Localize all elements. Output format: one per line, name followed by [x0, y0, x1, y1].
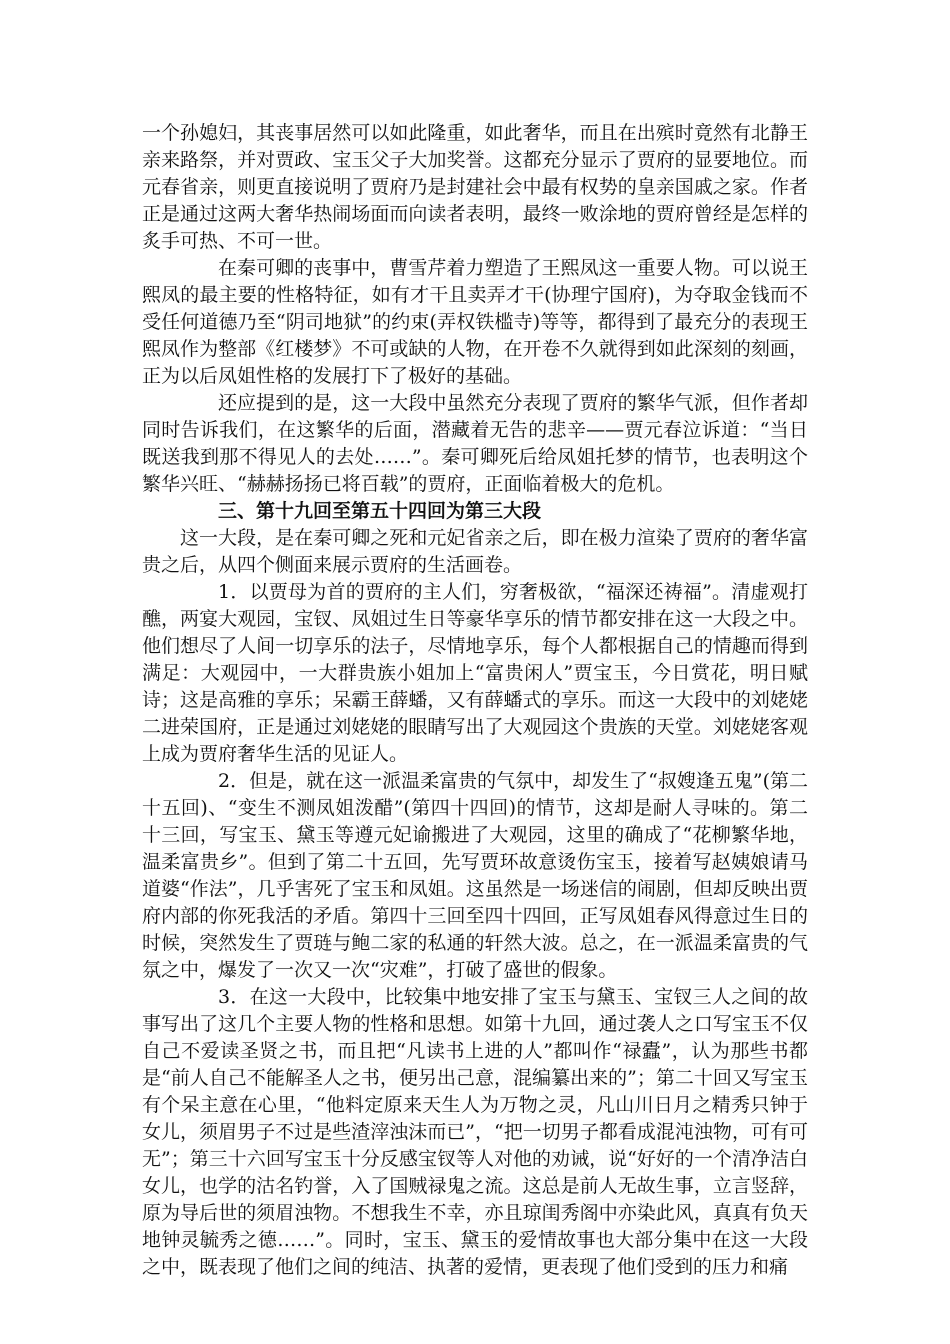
paragraph-5: 1．以贾母为首的贾府的主人们，穷奢极欲，“福深还祷福”。清虚观打醮，两宴大观园，宝钗、凤姐过生日等豪华享乐的情节都安排在这一大段之中。他们想尽了人间一切享乐的法子，尽情地享乐，每个人都根据自己的情趣而得到满足：大观园中，一大群贵族小姐加上“富贵闲人”贾宝玉，今日赏花，明日赋诗；这是高雅的享乐；呆霸王薛蟠，又有薛蟠式的享乐。而这一大段中的刘姥姥二进荣国府，正是通过刘姥姥的眼睛写出了大观园这个贵族的天堂。刘姥姥客观上成为贾府奢华生活的见证人。 [142, 581, 808, 765]
document-page [142, 120, 808, 1281]
section-heading: 三、第十九回至第五十四回为第三大段 [218, 500, 542, 522]
paragraph-2: 在秦可卿的丧事中，曹雪芹着力塑造了王熙凤这一重要人物。可以说王熙凤的最主要的性格特征，如有才干且卖弄才干(协理宁国府)，为夺取金钱而不受任何道德乃至“阴司地狱”的约束(弄权铁槛寺)等等，都得到了最充分的表现王熙凤作为整部《红楼梦》不可或缺的人物，在开卷不久就得到如此深刻的刻画，正为以后凤姐性格的发展打下了极好的基础。 [142, 257, 808, 387]
paragraph-1: 一个孙媳妇，其丧事居然可以如此隆重，如此奢华，而且在出殡时竟然有北静王亲来路祭，并对贾政、宝玉父子大加奖誉。这都充分显示了贾府的显要地位。而元春省亲，则更直接说明了贾府乃是封建社会中最有权势的皇亲国戚之家。作者正是通过这两大奢华热闹场面而向读者表明，最终一败涂地的贾府曾经是怎样的炙手可热、不可一世。 [142, 122, 808, 252]
paragraph-6: 2．但是，就在这一派温柔富贵的气氛中，却发生了“叔嫂逢五鬼”(第二十五回)、“变生不测凤姐泼醋”(第四十四回)的情节，这却是耐人寻味的。第二十三回，写宝玉、黛玉等遵元妃谕搬进了大观园，这里的确成了“花柳繁华地，温柔富贵乡”。但到了第二十五回，先写贾环故意烫伤宝玉，接着写赵姨娘请马道婆“作法”，几乎害死了宝玉和凤姐。这虽然是一场迷信的闹剧，但却反映出贾府内部的你死我活的矛盾。第四十三回至四十四回，正写凤姐春风得意过生日的时候，突然发生了贾琏与鲍二家的私通的轩然大波。总之，在一派温柔富贵的气氛之中，爆发了一次又一次“灾难”，打破了盛世的假象。 [142, 770, 808, 981]
paragraph-3: 还应提到的是，这一大段中虽然充分表现了贾府的繁华气派，但作者却同时告诉我们，在这繁华的后面，潜藏着无告的悲辛——贾元春泣诉道：“当日既送我到那不得见人的去处……”。秦可卿死后给凤姐托梦的情节，也表明这个繁华兴旺、“赫赫扬扬已将百载”的贾府，正面临着极大的危机。 [142, 392, 808, 495]
paragraph-7: 3．在这一大段中，比较集中地安排了宝玉与黛玉、宝钗三人之间的故事写出了这几个主要人物的性格和思想。如第十九回，通过袭人之口写宝玉不仅自己不爱读圣贤之书，而且把“凡读书上进的人”都叫作“禄蠹”，认为那些书都是“前人自己不能解圣人之书，便另出己意，混编纂出来的”；第二十回又写宝玉有个呆主意在心里，“他料定原来天生人为万物之灵，凡山川日月之精秀只钟于女儿，须眉男子不过是些渣滓浊沫而已”，“把一切男子都看成混沌浊物，可有可无”；第三十六回写宝玉十分反感宝钗等人对他的劝诫，说“好好的一个清净洁白女儿，也学的沽名钓誉，入了国贼禄鬼之流。这总是前人无故生事，立言竖辞，原为导后世的须眉浊物。不想我生不幸，亦且琼闺秀阁中亦染此风，真真有负天地钟灵毓秀之德……”。同时，宝玉、黛玉的爱情故事也大部分集中在这一大段之中，既表现了他们之间的纯洁、执著的爱情，更表现了他们受到的压力和痛 [142, 986, 808, 1278]
paragraph-4: 这一大段，是在秦可卿之死和元妃省亲之后，即在极力渲染了贾府的奢华富贵之后，从四个侧面来展示贾府的生活画卷。 [142, 527, 808, 576]
